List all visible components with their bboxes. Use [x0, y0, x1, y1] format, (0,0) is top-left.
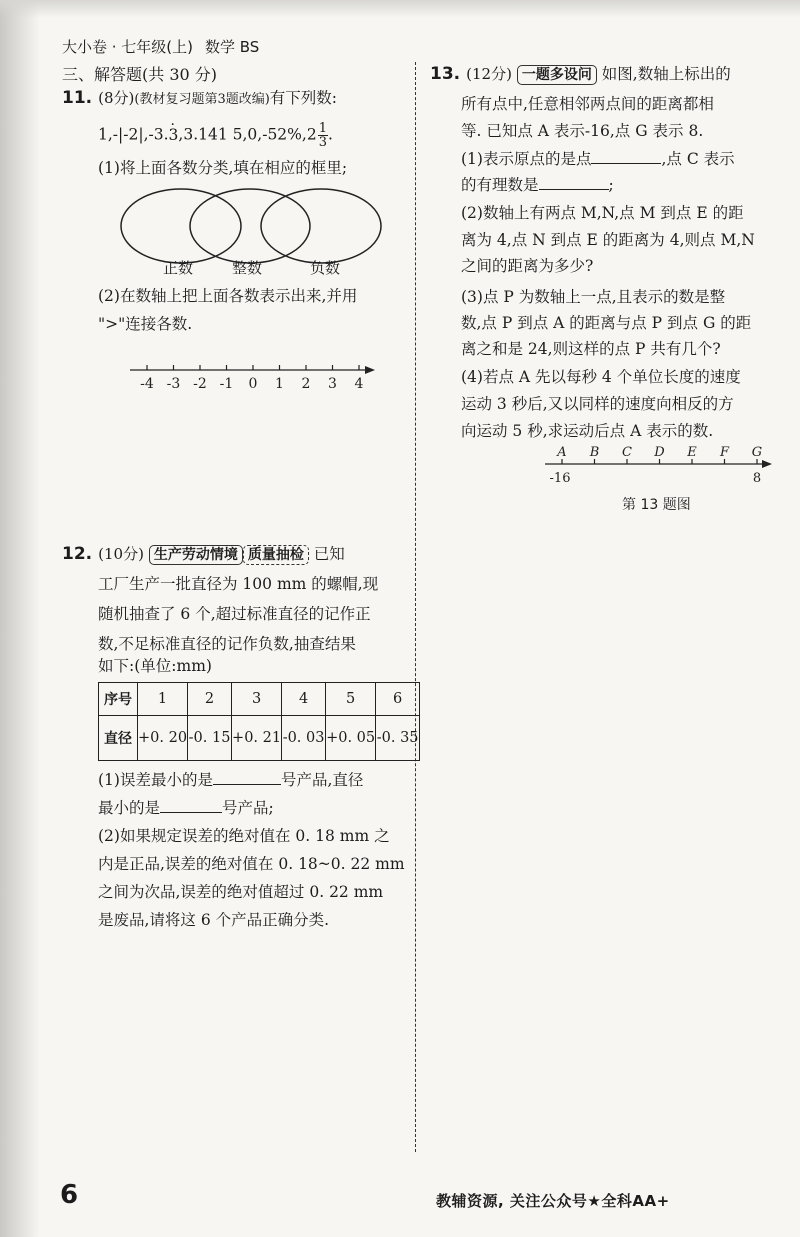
point-value-left: -16 — [549, 471, 571, 486]
q12-heading — [62, 544, 345, 565]
header-title: 大小卷 · 七年级(上) — [62, 38, 194, 56]
q13-part4-line: 运动 3 秒后,又以同样的速度向相反的方 — [461, 395, 734, 413]
q13-line-2: 等. 已知点 A 表示-16,点 G 表示 8. — [461, 122, 704, 140]
page-shadow-left — [0, 0, 40, 1237]
axis-tick-label: 3 — [328, 376, 337, 392]
q12-part2-line: 内是正品,误差的绝对值在 0. 18~0. 22 mm — [98, 855, 405, 873]
q11-numbers-end: . — [327, 125, 333, 144]
q12-points: (10分) — [98, 545, 144, 563]
footer-text: 教辅资源, 关注公众号★全科AA+ — [436, 1192, 670, 1210]
point-label: B — [589, 446, 600, 460]
point-label: G — [751, 446, 763, 460]
page-header — [62, 36, 259, 57]
number-line-arrow-icon — [365, 366, 375, 374]
q13-part1-text-d: ; — [608, 176, 614, 194]
table-cell-index: 6 — [376, 683, 420, 716]
q11-number-line — [125, 362, 385, 394]
q12-results-table — [98, 682, 420, 761]
axis-tick-label: -4 — [140, 376, 154, 392]
q13-part2-line: 离为 4,点 N 到点 E 的距离为 4,则点 M,N — [461, 231, 755, 249]
q12-part1-text-c: 最小的是 — [98, 799, 161, 817]
q11-points: (8分) — [98, 89, 135, 107]
venn-label-positive: 正数 — [163, 259, 194, 277]
table-row — [99, 683, 420, 716]
q13-line-1: 所有点中,任意相邻两点间的距离都相 — [461, 95, 714, 113]
table-cell-index: 2 — [188, 683, 232, 716]
answer-blank — [213, 770, 281, 785]
q11-numbers-part-a: 1,-|-2|,-3. — [98, 125, 169, 144]
q12-number: 12. — [62, 544, 93, 564]
q11-heading — [62, 88, 337, 110]
q11-source: (教材复习题第3题改编) — [134, 92, 270, 107]
axis-tick-label: 1 — [275, 376, 284, 392]
q12-tag-topic: 质量抽检 — [243, 545, 309, 565]
q13-part2-line: (2)数轴上有两点 M,N,点 M 到点 E 的距 — [461, 204, 744, 222]
table-cell-value: -0. 03 — [282, 716, 326, 761]
q12-part2-line: 是废品,请将这 6 个产品正确分类. — [98, 911, 330, 929]
axis-tick-label: -2 — [193, 376, 207, 392]
q12-line-4: 如下:(单位:mm) — [98, 657, 212, 675]
q11-part2-line2: ">"连接各数. — [98, 315, 193, 333]
axis-tick-label: -3 — [166, 376, 181, 392]
number-line-arrow-icon — [762, 460, 772, 468]
page-number: 6 — [60, 1180, 79, 1210]
answer-blank — [591, 149, 661, 164]
table-cell-index: 5 — [326, 683, 376, 716]
q13-part3-line: (3)点 P 为数轴上一点,且表示的数是整 — [461, 288, 726, 306]
header-subject: 数学 BS — [205, 38, 260, 56]
point-label: C — [622, 446, 632, 460]
column-divider — [415, 62, 416, 1152]
axis-tick-label: 2 — [301, 376, 311, 392]
q13-tag: 一题多设问 — [517, 65, 597, 85]
q11-fraction — [318, 122, 328, 149]
table-header-diameter: 直径 — [99, 716, 138, 761]
q13-number-line-figure — [540, 446, 780, 488]
venn-ellipse-integer — [190, 189, 310, 263]
q11-number: 11. — [62, 88, 93, 108]
table-cell-index: 1 — [138, 683, 188, 716]
q12-line-0: 已知 — [313, 545, 345, 563]
table-cell-index: 3 — [232, 683, 282, 716]
table-cell-index: 4 — [282, 683, 326, 716]
q12-tag-context: 生产劳动情境 — [149, 545, 243, 565]
point-value-right: 8 — [752, 471, 762, 486]
q13-line-0: 如图,数轴上标出的 — [601, 65, 731, 83]
q11-intro: 有下列数: — [269, 89, 338, 107]
q12-part2-line: 之间为次品,误差的绝对值超过 0. 22 mm — [98, 883, 384, 901]
table-cell-value: -0. 15 — [188, 716, 232, 761]
table-header-index: 序号 — [99, 683, 138, 716]
q13-heading — [430, 64, 731, 85]
q12-part1-text-d: 号产品; — [222, 799, 274, 817]
q13-points: (12分) — [466, 65, 512, 83]
table-cell-value: +0. 20 — [138, 716, 188, 761]
point-label: F — [719, 446, 730, 460]
q13-number: 13. — [430, 64, 461, 84]
q13-part4-line: 向运动 5 秒,求运动后点 A 表示的数. — [461, 422, 714, 440]
q13-part1-line2 — [461, 175, 614, 195]
answer-blank — [160, 798, 222, 813]
q12-part2-line: (2)如果规定误差的绝对值在 0. 18 mm 之 — [98, 827, 390, 845]
q13-figure-caption: 第 13 题图 — [622, 497, 691, 513]
q13-part1-text-c: 的有理数是 — [461, 176, 539, 194]
venn-label-integer: 整数 — [232, 259, 263, 277]
q13-part1-line1 — [461, 149, 735, 169]
answer-blank — [539, 175, 609, 190]
point-label: D — [654, 446, 665, 460]
q12-line-3: 数,不足标准直径的记作负数,抽查结果 — [98, 635, 356, 653]
section-title: 三、解答题(共 30 分) — [62, 65, 218, 84]
axis-tick-label: 0 — [248, 376, 258, 392]
fraction-numerator: 1 — [318, 121, 327, 136]
venn-ellipse-positive — [121, 189, 241, 263]
fraction-denominator: 3 — [318, 135, 327, 150]
table-cell-value: +0. 05 — [326, 716, 376, 761]
table-cell-value: -0. 35 — [376, 716, 420, 761]
point-label: A — [557, 446, 567, 460]
q13-part4-line: (4)若点 A 先以每秒 4 个单位长度的速度 — [461, 368, 741, 386]
axis-tick-label: -1 — [219, 376, 234, 392]
q12-part1-text-a: (1)误差最小的是 — [98, 771, 213, 789]
q13-part3-line: 离之和是 24,则这样的点 P 共有几个? — [461, 340, 721, 358]
q13-part3-line: 数,点 P 到点 A 的距离与点 P 到点 G 的距 — [461, 314, 752, 332]
point-label: E — [687, 446, 697, 460]
q13-part1-text-b: ,点 C 表示 — [661, 150, 735, 168]
q12-line-1: 工厂生产一批直径为 100 mm 的螺帽,现 — [98, 575, 379, 593]
q12-part1-text-b: 号产品,直径 — [280, 771, 364, 789]
table-row — [99, 716, 420, 761]
axis-tick-label: 4 — [354, 376, 364, 392]
q11-repeating-digit: 3 · — [169, 126, 179, 144]
q11-part1: (1)将上面各数分类,填在相应的框里; — [98, 159, 348, 177]
q11-number-list — [98, 122, 333, 149]
q13-part1-text-a: (1)表示原点的是点 — [461, 150, 592, 168]
q11-part2-line1: (2)在数轴上把上面各数表示出来,并用 — [98, 287, 358, 305]
q13-part2-line: 之间的距离为多少? — [461, 257, 594, 275]
q12-part1-line2 — [98, 798, 274, 818]
q12-part1-line1 — [98, 770, 363, 790]
table-cell-value: +0. 21 — [232, 716, 282, 761]
venn-ellipse-negative — [261, 189, 381, 263]
q11-numbers-part-b: ,3.141 5,0,-52%,2 — [178, 125, 317, 144]
venn-label-negative: 负数 — [310, 259, 341, 277]
page-shadow-top — [0, 0, 800, 18]
q12-line-2: 随机抽查了 6 个,超过标准直径的记作正 — [98, 605, 371, 623]
